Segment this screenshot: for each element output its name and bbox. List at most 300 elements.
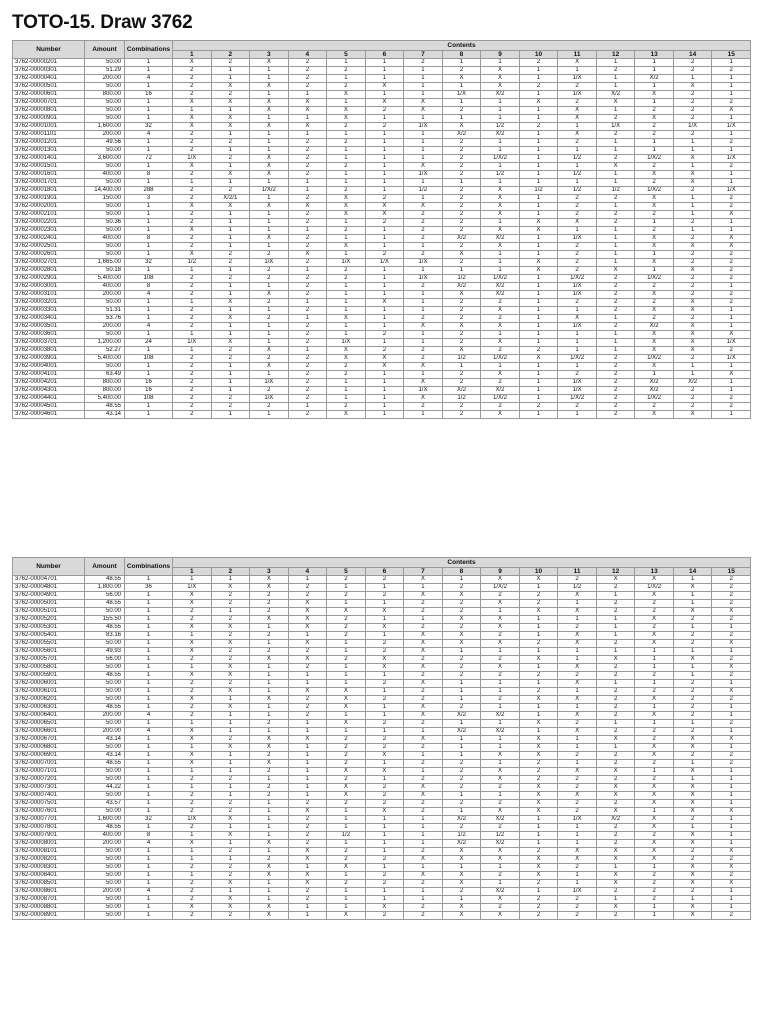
pick-cell: 1 xyxy=(481,688,520,696)
pick-cell: X xyxy=(404,792,443,800)
ticket-combinations: 1 xyxy=(125,680,173,688)
pick-cell: 2 xyxy=(558,776,597,784)
pick-cell: 1 xyxy=(712,83,751,91)
pick-cell: 2 xyxy=(596,752,635,760)
pick-cell: 2 xyxy=(288,387,327,395)
ticket-combinations: 1 xyxy=(125,752,173,760)
pick-cell: 1 xyxy=(404,331,443,339)
pick-cell: 2 xyxy=(673,640,712,648)
pick-cell: 2 xyxy=(673,59,712,67)
pick-cell: X xyxy=(250,904,289,912)
table-row xyxy=(13,331,751,339)
pick-cell: 1 xyxy=(365,179,404,187)
ticket-combinations: 24 xyxy=(125,339,173,347)
pick-cell: 2 xyxy=(712,395,751,403)
ticket-number: 3762-00001401 xyxy=(13,155,85,163)
pick-cell: 1 xyxy=(404,131,443,139)
ticket-combinations: 1 xyxy=(125,363,173,371)
pick-cell: X xyxy=(635,824,674,832)
pick-cell: 2 xyxy=(173,403,212,411)
pick-cell: 1 xyxy=(327,171,366,179)
pick-cell: 1 xyxy=(211,307,250,315)
pick-cell: X xyxy=(519,696,558,704)
pick-cell: 2 xyxy=(250,267,289,275)
pick-cell: 1/X xyxy=(404,387,443,395)
pick-cell: X xyxy=(481,187,520,195)
pick-cell: 2 xyxy=(442,203,481,211)
pick-cell: 2 xyxy=(442,299,481,307)
table-row xyxy=(13,155,751,163)
pick-cell: 1/X xyxy=(173,816,212,824)
pick-cell: 1 xyxy=(596,139,635,147)
pick-cell: X xyxy=(596,736,635,744)
pick-cell: 2 xyxy=(211,347,250,355)
pick-cell: 2 xyxy=(481,904,520,912)
pick-cell: 1 xyxy=(404,584,443,592)
pick-cell: 1 xyxy=(250,848,289,856)
pick-cell: X/2/1 xyxy=(211,195,250,203)
pick-cell: 1/X/2 xyxy=(558,395,597,403)
pick-cell: 1 xyxy=(404,83,443,91)
pick-cell: 2 xyxy=(442,784,481,792)
pick-cell: 2 xyxy=(365,195,404,203)
pick-cell: 1 xyxy=(519,379,558,387)
pick-cell: 2 xyxy=(173,91,212,99)
pick-cell: X xyxy=(327,608,366,616)
pick-cell: X xyxy=(365,203,404,211)
pick-cell: 2 xyxy=(173,379,212,387)
pick-cell: X xyxy=(558,848,597,856)
pick-cell: X xyxy=(442,872,481,880)
pick-cell: 2 xyxy=(327,760,366,768)
pick-cell: X xyxy=(481,211,520,219)
pick-cell: 1/X xyxy=(558,235,597,243)
pick-cell: 2 xyxy=(596,688,635,696)
pick-cell: 2 xyxy=(673,187,712,195)
pick-cell: 1 xyxy=(288,315,327,323)
pick-cell: 2 xyxy=(442,768,481,776)
pick-cell: 2 xyxy=(558,99,597,107)
ticket-number: 3762-00003901 xyxy=(13,355,85,363)
ticket-amount: 50.00 xyxy=(85,211,125,219)
pick-cell: 1 xyxy=(596,680,635,688)
pick-cell: X xyxy=(673,904,712,912)
pick-cell: X xyxy=(288,848,327,856)
pick-cell: 1 xyxy=(250,680,289,688)
pick-cell: 2 xyxy=(442,672,481,680)
ticket-amount: 50.00 xyxy=(85,880,125,888)
pick-cell: X xyxy=(635,411,674,419)
pick-cell: 1 xyxy=(481,107,520,115)
pick-cell: 1 xyxy=(365,840,404,848)
pick-cell: 2 xyxy=(327,800,366,808)
header-col-11: 11 xyxy=(558,51,597,59)
ticket-number: 3762-00008701 xyxy=(13,896,85,904)
pick-cell: X xyxy=(673,584,712,592)
pick-cell: 1 xyxy=(558,179,597,187)
pick-cell: 1 xyxy=(481,720,520,728)
pick-cell: 2 xyxy=(558,403,597,411)
pick-cell: 1 xyxy=(211,267,250,275)
pick-cell: 2 xyxy=(442,656,481,664)
pick-cell: 2 xyxy=(673,275,712,283)
pick-cell: X xyxy=(481,776,520,784)
pick-cell: 1 xyxy=(365,371,404,379)
ticket-combinations: 1 xyxy=(125,315,173,323)
pick-cell: X/2 xyxy=(481,816,520,824)
pick-cell: X xyxy=(211,171,250,179)
ticket-amount: 50.00 xyxy=(85,115,125,123)
ticket-number: 3762-00003501 xyxy=(13,323,85,331)
ticket-number: 3762-00006901 xyxy=(13,752,85,760)
pick-cell: X/2 xyxy=(481,712,520,720)
pick-cell: 2 xyxy=(211,864,250,872)
ticket-amount: 50.36 xyxy=(85,219,125,227)
pick-cell: X xyxy=(211,896,250,904)
pick-cell: 1 xyxy=(673,147,712,155)
pick-cell: 1 xyxy=(365,864,404,872)
pick-cell: 2 xyxy=(404,355,443,363)
pick-cell: X xyxy=(288,640,327,648)
pick-cell: 2 xyxy=(442,259,481,267)
ticket-number: 3762-00004201 xyxy=(13,379,85,387)
pick-cell: 1 xyxy=(404,179,443,187)
pick-cell: 1 xyxy=(288,680,327,688)
pick-cell: 1 xyxy=(327,299,366,307)
pick-cell: 2 xyxy=(404,760,443,768)
pick-cell: 1 xyxy=(635,904,674,912)
pick-cell: 1 xyxy=(558,307,597,315)
pick-cell: X xyxy=(712,331,751,339)
table-row xyxy=(13,776,751,784)
pick-cell: 1 xyxy=(558,163,597,171)
pick-cell: 1 xyxy=(250,371,289,379)
results-table-2 xyxy=(12,557,751,920)
header-col-12: 12 xyxy=(596,568,635,576)
pick-cell: X xyxy=(635,115,674,123)
header-col-9: 9 xyxy=(481,568,520,576)
ticket-number: 3762-00002401 xyxy=(13,235,85,243)
pick-cell: 2 xyxy=(173,363,212,371)
pick-cell: 2 xyxy=(596,600,635,608)
pick-cell: X xyxy=(673,768,712,776)
table-row xyxy=(13,75,751,83)
ticket-combinations: 8 xyxy=(125,283,173,291)
pick-cell: 1 xyxy=(558,147,597,155)
pick-cell: 2 xyxy=(712,576,751,584)
pick-cell: 1 xyxy=(596,243,635,251)
pick-cell: X xyxy=(365,664,404,672)
pick-cell: 1 xyxy=(404,139,443,147)
pick-cell: X xyxy=(442,848,481,856)
table-row xyxy=(13,856,751,864)
table-row xyxy=(13,832,751,840)
table-row xyxy=(13,411,751,419)
pick-cell: 1 xyxy=(596,624,635,632)
pick-cell: 1 xyxy=(519,728,558,736)
pick-cell: X xyxy=(481,67,520,75)
pick-cell: 1 xyxy=(327,147,366,155)
pick-cell: 2 xyxy=(596,824,635,832)
pick-cell: 1 xyxy=(288,227,327,235)
pick-cell: 2 xyxy=(250,784,289,792)
pick-cell: 2 xyxy=(673,848,712,856)
pick-cell: 2 xyxy=(635,832,674,840)
pick-cell: 1 xyxy=(173,832,212,840)
pick-cell: X xyxy=(558,315,597,323)
pick-cell: 2 xyxy=(327,752,366,760)
ticket-number: 3762-00003401 xyxy=(13,315,85,323)
table-row xyxy=(13,904,751,912)
pick-cell: 1 xyxy=(250,115,289,123)
pick-cell: X xyxy=(519,864,558,872)
ticket-number: 3762-00005101 xyxy=(13,608,85,616)
pick-cell: 1 xyxy=(250,67,289,75)
ticket-amount: 200.00 xyxy=(85,840,125,848)
pick-cell: 1 xyxy=(673,195,712,203)
pick-cell: 2 xyxy=(173,712,212,720)
pick-cell: X xyxy=(635,784,674,792)
table-row xyxy=(13,59,751,67)
pick-cell: X xyxy=(519,227,558,235)
pick-cell: 1/X xyxy=(558,291,597,299)
pick-cell: 1 xyxy=(365,616,404,624)
ticket-amount: 50.00 xyxy=(85,904,125,912)
pick-cell: X xyxy=(250,760,289,768)
pick-cell: 2 xyxy=(635,403,674,411)
pick-cell: X xyxy=(211,640,250,648)
pick-cell: 2 xyxy=(519,904,558,912)
pick-cell: X xyxy=(250,291,289,299)
pick-cell: X/2 xyxy=(481,840,520,848)
pick-cell: 2 xyxy=(288,283,327,291)
pick-cell: 1 xyxy=(519,680,558,688)
pick-cell: 1 xyxy=(173,872,212,880)
pick-cell: 1 xyxy=(404,896,443,904)
pick-cell: 1 xyxy=(365,163,404,171)
pick-cell: 2 xyxy=(365,744,404,752)
table-row xyxy=(13,91,751,99)
ticket-amount: 5,400.00 xyxy=(85,395,125,403)
ticket-amount: 50.00 xyxy=(85,608,125,616)
pick-cell: 1 xyxy=(365,760,404,768)
pick-cell: 1 xyxy=(712,624,751,632)
pick-cell: 1 xyxy=(712,315,751,323)
ticket-number: 3762-00003001 xyxy=(13,283,85,291)
ticket-number: 3762-00006701 xyxy=(13,736,85,744)
pick-cell: 2 xyxy=(673,395,712,403)
table-row xyxy=(13,632,751,640)
pick-cell: 2 xyxy=(404,219,443,227)
pick-cell: X xyxy=(211,880,250,888)
pick-cell: 1 xyxy=(596,616,635,624)
table-row xyxy=(13,584,751,592)
pick-cell: 1 xyxy=(365,848,404,856)
pick-cell: 1 xyxy=(519,584,558,592)
pick-cell: 2 xyxy=(712,403,751,411)
pick-cell: 1 xyxy=(365,411,404,419)
header-number: Number xyxy=(13,558,85,576)
table-row xyxy=(13,840,751,848)
pick-cell: X xyxy=(635,792,674,800)
pick-cell: 2 xyxy=(211,59,250,67)
pick-cell: 1 xyxy=(250,640,289,648)
ticket-combinations: 1 xyxy=(125,744,173,752)
ticket-amount: 400.00 xyxy=(85,171,125,179)
pick-cell: 1/2 xyxy=(442,395,481,403)
pick-cell: 2 xyxy=(365,880,404,888)
pick-cell: 2 xyxy=(712,99,751,107)
pick-cell: 1/X/2 xyxy=(481,155,520,163)
pick-cell: 2 xyxy=(558,83,597,91)
pick-cell: 1/X/2 xyxy=(635,395,674,403)
pick-cell: 1 xyxy=(211,163,250,171)
pick-cell: 2 xyxy=(404,912,443,920)
table-row xyxy=(13,880,751,888)
ticket-amount: 48.55 xyxy=(85,403,125,411)
pick-cell: X/2 xyxy=(481,91,520,99)
ticket-amount: 50.18 xyxy=(85,267,125,275)
header-col-7: 7 xyxy=(404,568,443,576)
header-col-6: 6 xyxy=(365,51,404,59)
pick-cell: 1 xyxy=(288,91,327,99)
pick-cell: 2 xyxy=(673,131,712,139)
pick-cell: 1 xyxy=(404,888,443,896)
pick-cell: X xyxy=(481,195,520,203)
pick-cell: X xyxy=(481,227,520,235)
pick-cell: X/2 xyxy=(673,379,712,387)
ticket-number: 3762-00004501 xyxy=(13,403,85,411)
pick-cell: 2 xyxy=(365,784,404,792)
ticket-combinations: 4 xyxy=(125,840,173,848)
header-col-1: 1 xyxy=(173,568,212,576)
ticket-number: 3762-00007801 xyxy=(13,824,85,832)
pick-cell: 1 xyxy=(404,840,443,848)
pick-cell: 1 xyxy=(327,816,366,824)
pick-cell: X xyxy=(173,123,212,131)
pick-cell: 2 xyxy=(250,752,289,760)
pick-cell: 1 xyxy=(365,59,404,67)
ticket-number: 3762-00008901 xyxy=(13,912,85,920)
pick-cell: X xyxy=(558,115,597,123)
pick-cell: X xyxy=(712,736,751,744)
pick-cell: 2 xyxy=(211,736,250,744)
pick-cell: 1 xyxy=(327,648,366,656)
pick-cell: X xyxy=(596,656,635,664)
pick-cell: 2 xyxy=(442,403,481,411)
pick-cell: 2 xyxy=(173,235,212,243)
ticket-number: 3762-00007701 xyxy=(13,816,85,824)
ticket-combinations: 108 xyxy=(125,355,173,363)
pick-cell: 1 xyxy=(481,648,520,656)
ticket-combinations: 1 xyxy=(125,179,173,187)
header-col-15: 15 xyxy=(712,568,751,576)
pick-cell: X xyxy=(519,808,558,816)
ticket-combinations: 1 xyxy=(125,856,173,864)
ticket-amount: 48.55 xyxy=(85,704,125,712)
table-row xyxy=(13,123,751,131)
pick-cell: X xyxy=(327,115,366,123)
pick-cell: 1 xyxy=(596,347,635,355)
pick-cell: 1 xyxy=(211,235,250,243)
pick-cell: 2 xyxy=(558,371,597,379)
pick-cell: X xyxy=(558,696,597,704)
pick-cell: X xyxy=(596,792,635,800)
pick-cell: 2 xyxy=(365,592,404,600)
pick-cell: 2 xyxy=(481,347,520,355)
pick-cell: X xyxy=(673,339,712,347)
pick-cell: X/2 xyxy=(635,323,674,331)
pick-cell: X xyxy=(404,664,443,672)
pick-cell: 1 xyxy=(211,331,250,339)
pick-cell: 1 xyxy=(558,736,597,744)
table-row xyxy=(13,792,751,800)
pick-cell: X xyxy=(635,259,674,267)
pick-cell: 1 xyxy=(365,187,404,195)
pick-cell: 1/X/2 xyxy=(558,355,597,363)
pick-cell: 1/X xyxy=(365,259,404,267)
pick-cell: 1 xyxy=(673,648,712,656)
pick-cell: 2 xyxy=(596,307,635,315)
pick-cell: 1 xyxy=(635,267,674,275)
ticket-amount: 50.00 xyxy=(85,912,125,920)
table-row xyxy=(13,259,751,267)
pick-cell: X xyxy=(558,728,597,736)
pick-cell: X xyxy=(673,331,712,339)
ticket-amount: 50.00 xyxy=(85,203,125,211)
pick-cell: 2 xyxy=(327,656,366,664)
table-row xyxy=(13,600,751,608)
pick-cell: 1 xyxy=(288,768,327,776)
pick-cell: 1 xyxy=(519,283,558,291)
pick-cell: X xyxy=(673,832,712,840)
pick-cell: 2 xyxy=(173,187,212,195)
pick-cell: 1 xyxy=(481,179,520,187)
pick-cell: 1 xyxy=(250,307,289,315)
ticket-number: 3762-00006801 xyxy=(13,744,85,752)
pick-cell: 2 xyxy=(327,776,366,784)
ticket-combinations: 1 xyxy=(125,904,173,912)
pick-cell: 2 xyxy=(404,720,443,728)
pick-cell: 2 xyxy=(519,896,558,904)
pick-cell: 1 xyxy=(365,584,404,592)
ticket-combinations: 1 xyxy=(125,624,173,632)
ticket-number: 3762-00001301 xyxy=(13,147,85,155)
header-col-14: 14 xyxy=(673,51,712,59)
pick-cell: 1 xyxy=(712,379,751,387)
pick-cell: 2 xyxy=(558,912,597,920)
pick-cell: 2 xyxy=(596,131,635,139)
pick-cell: 1 xyxy=(596,632,635,640)
pick-cell: X xyxy=(519,267,558,275)
pick-cell: X xyxy=(635,640,674,648)
pick-cell: X xyxy=(558,219,597,227)
pick-cell: 2 xyxy=(673,616,712,624)
pick-cell: 1 xyxy=(481,363,520,371)
pick-cell: 2 xyxy=(442,624,481,632)
ticket-number: 3762-00008101 xyxy=(13,848,85,856)
pick-cell: 2 xyxy=(365,123,404,131)
pick-cell: 1 xyxy=(481,704,520,712)
pick-cell: X xyxy=(327,864,366,872)
pick-cell: 1 xyxy=(712,91,751,99)
pick-cell: 2 xyxy=(404,347,443,355)
pick-cell: 2 xyxy=(288,888,327,896)
pick-cell: X xyxy=(250,171,289,179)
pick-cell: X xyxy=(211,203,250,211)
ticket-amount: 800.00 xyxy=(85,91,125,99)
pick-cell: 2 xyxy=(442,171,481,179)
